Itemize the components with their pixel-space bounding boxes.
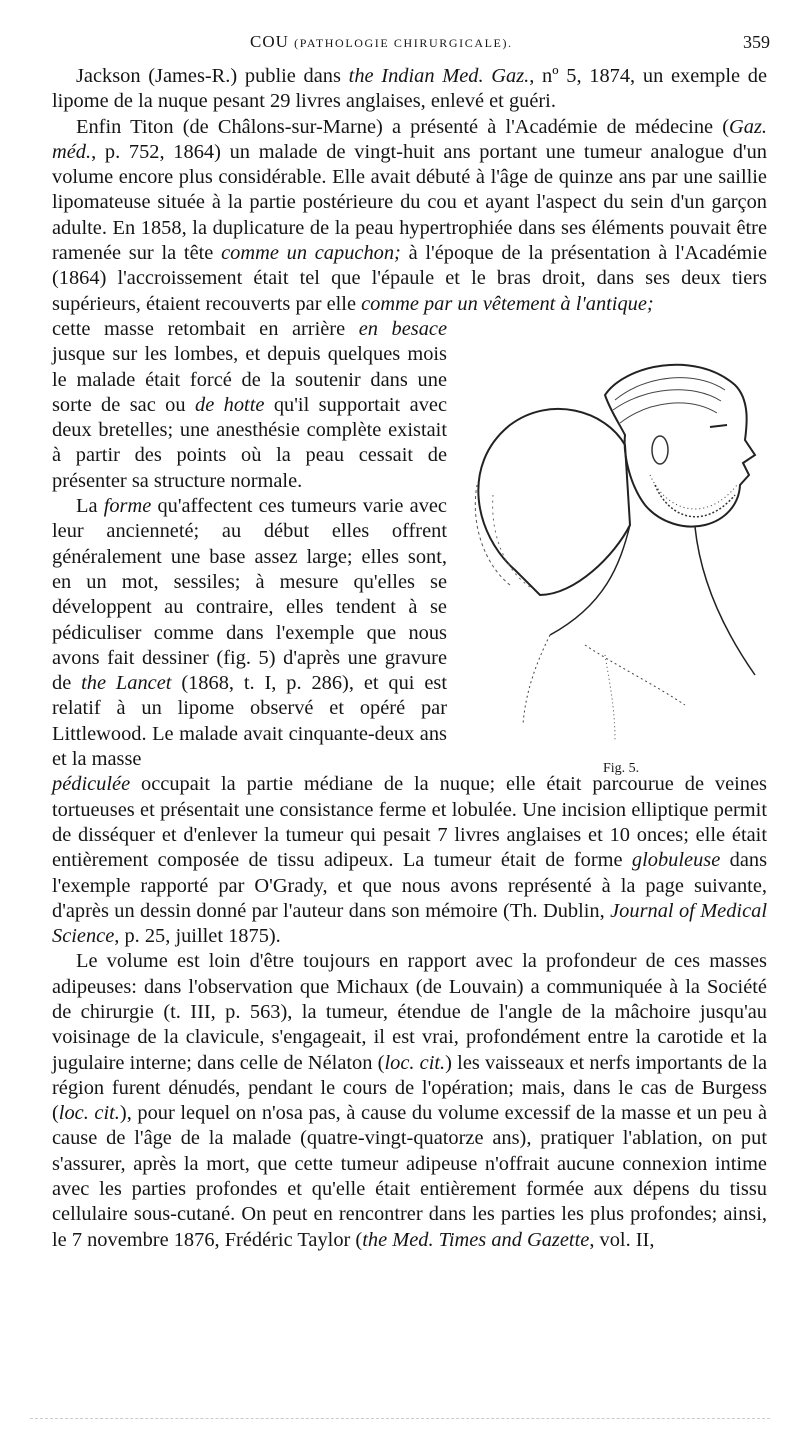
paragraph-3 (52, 494, 447, 772)
text-run: La (76, 495, 104, 518)
text-run: Le volume est loin d'être toujours en rapport avec la profondeur de ces masses adipeuses: dans l'observation que Michaux (de Louvain) a communiquée à la Société de chirurgie (t. III, p. 563), la tumeur, étendue de l'angle de la mâchoire jusqu'au voisinage de la clavicule, s'engageait, il est vrai, profondément entre la carotide et la jugulaire interne; dans celle de Nélaton ( (52, 950, 767, 1074)
text-run-italic: de hotte (195, 393, 265, 416)
text-run: , p. 752, 1864) un malade de vingt-huit ans portant une tumeur analogue d'un volume encore plus considérable. Elle avait débuté à l'âge de quinze ans par une saillie lipomateuse située à la partie postérieure du cou et ayant l'aspect du sein d'un garçon adulte. En 1858, la duplicature de la peau hypertrophiée dans ses éléments pouvait être ramenée sur la tête (52, 140, 767, 265)
paragraph-4 (52, 949, 767, 1253)
text-run-italic: the Lancet (81, 672, 172, 695)
text-run-italic: the Indian Med. Gaz. (348, 65, 530, 87)
paragraph-2 (52, 115, 767, 317)
paragraph-1 (52, 64, 767, 115)
text-run: qu'affectent ces tumeurs varie avec leur ancienneté; au début elles offrent généralement une base assez large; elles sont, en un mot, sessiles; à mesure qu'elles se développent au contraire, elles tendent à se pédiculiser comme dans l'exemple que nous avons fait dessiner (fig. 5) d'après une gravure de (52, 495, 447, 695)
text-run-italic: en besace (358, 317, 447, 340)
figure-caption: Fig. 5. (603, 761, 640, 776)
text-run-italic: loc. cit. (384, 1051, 446, 1074)
running-header (60, 28, 770, 58)
text-run: ), pour lequel on n'osa pas, à cause du volume excessif de la masse et un peu à cause de l'âge de la malade (quatre-vingt-quatorze ans), pratiquer l'ablation, on put s'assurer, après la mort, que cette tumeur adipeuse n'offrait aucune connexion intime avec les parties profondes et qu'elle était entièrement formée aux dépens du tissu cellulaire sous-cutané. On peut en rencontrer dans les parties les plus profondes; ainsi, le 7 novembre 1876, Frédéric Taylor ( (52, 1102, 767, 1251)
text-run: occupait la partie médiane de la nuque; elle était parcourue de veines tortueuses et présentait une consistance ferme et lobulée. Une incision elliptique permit de disséquer et d'enlever la tumeur qui pesait 7 livres anglaises et 10 onces; elle était entièrement composée de tissu adipeux. La tumeur était de forme (52, 773, 767, 872)
paragraph-2-continued (52, 317, 447, 494)
text-run: , nº 5, 1874, un exemple de lipome de la nuque pesant 29 livres anglaises, enlevé et guéri. (52, 65, 767, 113)
text-run-italic: Gaz. méd. (52, 115, 767, 163)
bottom-scan-edge (30, 1418, 770, 1421)
paragraph-3-continued (52, 772, 767, 949)
running-title (250, 32, 513, 52)
text-run-italic: globuleuse (631, 849, 721, 872)
text-run: Enfin Titon (de Châlons-sur-Marne) a présenté à l'Académie de médecine ( (76, 115, 730, 138)
text-beside-figure (52, 317, 447, 772)
text-run-italic: forme (103, 495, 152, 518)
body-text (52, 64, 767, 1253)
text-run: dans l'exemple rapporté par O'Grady, et que nous avons représenté à la page suivante, d'après un dessin donné par l'auteur dans son mémoire (Th. Dublin, (52, 849, 767, 922)
text-run-italic: pédiculée (52, 773, 131, 796)
text-run-italic: the Med. Times and Gazette (362, 1228, 590, 1251)
text-run-italic: comme un capuchon; (221, 242, 401, 265)
text-run: cette masse retombait en arrière (52, 317, 359, 340)
text-run: , vol. II, (589, 1228, 655, 1251)
text-run: Jackson (James-R.) publie dans (76, 65, 349, 87)
text-run: à l'époque de la présentation à l'Académie (1864) l'accroissement était tel que l'épaule et le bras droit, dans ses deux tiers supérieurs, étaient recouverts par elle (52, 242, 767, 315)
running-title-subtitle: (PATHOLOGIE CHIRURGICALE). (294, 36, 513, 50)
text-run: qu'il supportait avec deux bretelles; une anesthésie complète existait à partir des points où la peau cessait de présenter sa structure normale. (52, 393, 447, 492)
text-run-italic: loc. cit. (58, 1102, 120, 1125)
text-run-italic: Journal of Medical Science (52, 899, 767, 948)
text-run-italic: comme par un vêtement à l'antique; (361, 292, 654, 315)
running-title-main: COU (250, 32, 289, 51)
page-number: 359 (743, 32, 770, 52)
text-run: jusque sur les lombes, et depuis quelques mois le malade était forcé de la soutenir dans une sorte de sac ou (52, 343, 447, 416)
text-run: , p. 25, juillet 1875). (114, 925, 281, 948)
text-run: (1868, t. I, p. 286), et qui est relatif à un lipome observé et opéré par Littlewood. Le malade avait cinquante-deux ans et la masse (52, 672, 448, 771)
text-run: ) les vaisseaux et nerfs importants de la région furent dénudés, pendant le cours de l'opération; mais, dans le cas de Burgess ( (52, 1051, 767, 1125)
